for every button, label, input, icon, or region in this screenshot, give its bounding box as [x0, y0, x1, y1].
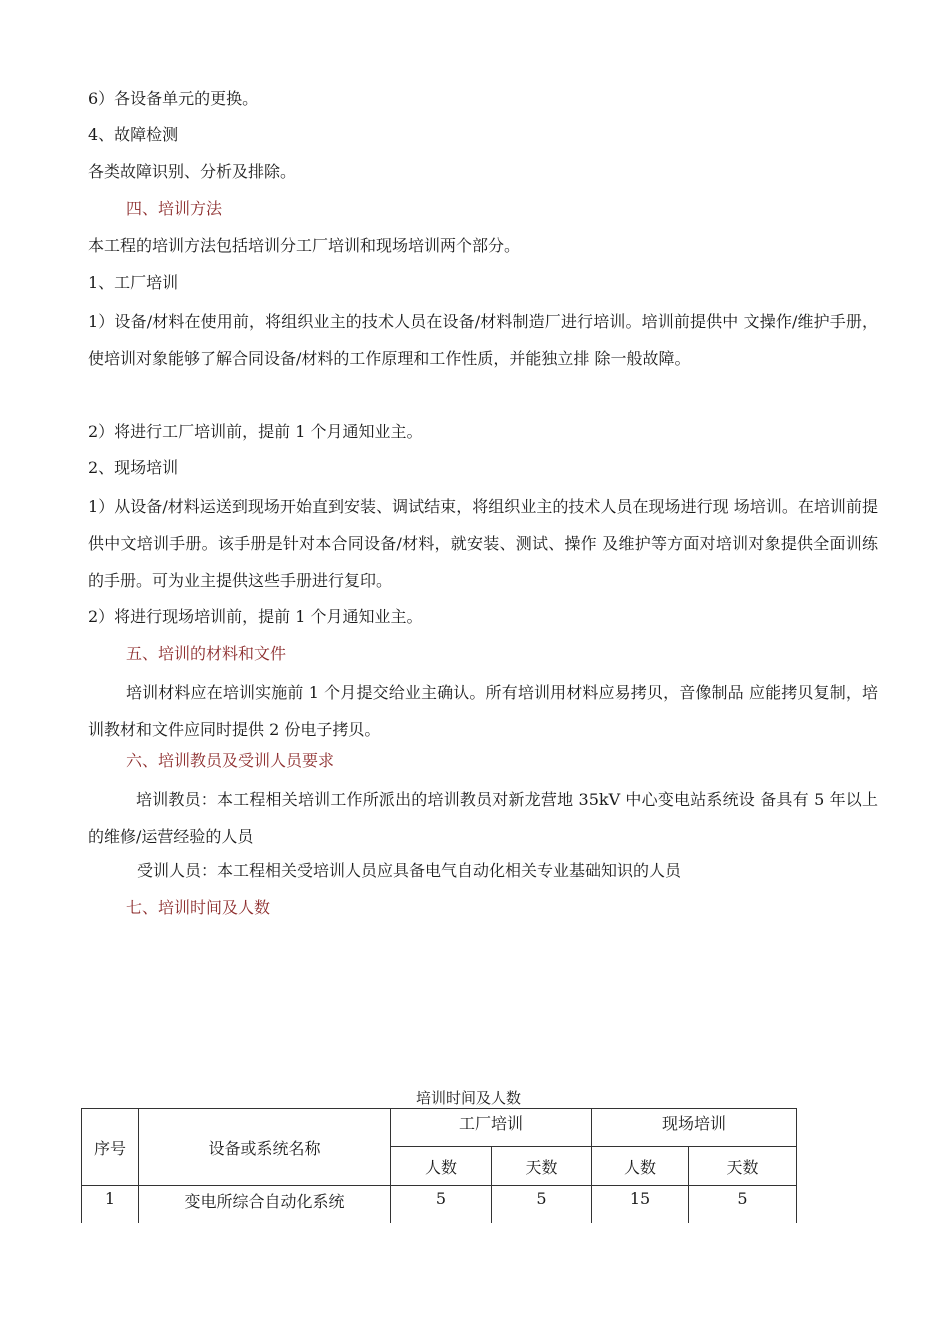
section-fault-detection: 4、故障检测 — [88, 125, 179, 144]
heading-instructors: 六、培训教员及受训人员要求 — [126, 751, 335, 770]
paragraph-site-training-1: 1）从设备/材料运送到现场开始直到安装、调试结束，将组织业主的技术人员在现场进行现 场培训。在培训前提供中文培训手册。该手册是针对本合同设备/材料，就安装、测试、操作 及维护等方面对培训对象提供全面训练的手册。可为业主提供这些手册进行复印。 — [88, 497, 878, 590]
header-factory-days: 天数 — [492, 1147, 592, 1186]
paragraph-item-6: 6）各设备单元的更换。 — [88, 89, 259, 108]
heading-materials: 五、培训的材料和文件 — [126, 644, 287, 663]
table-row — [82, 1186, 797, 1223]
paragraph-fault-detection: 各类故障识别、分析及排除。 — [88, 162, 297, 181]
header-seq: 序号 — [82, 1109, 139, 1186]
section-site-training: 2、现场培训 — [88, 458, 179, 477]
paragraph-materials: 培训材料应在培训实施前 1 个月提交给业主确认。所有培训用材料应易拷贝，音像制品 应能拷贝复制，培训教材和文件应同时提供 2 份电子拷贝。 — [88, 683, 878, 739]
header-site-training: 现场培训 — [592, 1109, 797, 1147]
paragraph-instructors: 培训教员：本工程相关培训工作所派出的培训教员对新龙营地 35kV 中心变电站系统设 备具有 5 年以上的维修/运营经验的人员 — [88, 790, 878, 846]
cell-site-days: 5 — [689, 1186, 797, 1223]
paragraph-factory-training-2: 2）将进行工厂培训前，提前 1 个月通知业主。 — [88, 422, 423, 441]
paragraph-trainees: 受训人员：本工程相关受培训人员应具备电气自动化相关专业基础知识的人员 — [137, 861, 682, 880]
cell-name: 变电所综合自动化系统 — [139, 1186, 391, 1223]
paragraph-training-method: 本工程的培训方法包括培训分工厂培训和现场培训两个部分。 — [88, 236, 521, 255]
header-site-days: 天数 — [689, 1147, 797, 1186]
cell-site-people: 15 — [592, 1186, 689, 1223]
heading-schedule: 七、培训时间及人数 — [126, 898, 271, 917]
header-site-people: 人数 — [592, 1147, 689, 1186]
header-factory-people: 人数 — [391, 1147, 492, 1186]
cell-factory-people: 5 — [391, 1186, 492, 1223]
heading-training-method: 四、培训方法 — [126, 199, 223, 218]
paragraph-site-training-2: 2）将进行现场培训前，提前 1 个月通知业主。 — [88, 607, 423, 626]
table-caption: 培训时间及人数 — [415, 1089, 521, 1107]
header-name: 设备或系统名称 — [139, 1109, 391, 1186]
section-factory-training: 1、工厂培训 — [88, 273, 179, 292]
paragraph-factory-training-1: 1）设备/材料在使用前，将组织业主的技术人员在设备/材料制造厂进行培训。培训前提供中 文操作/维护手册，使培训对象能够了解合同设备/材料的工作原理和工作性质，并能独立排 除一般故障。 — [88, 312, 878, 368]
cell-seq: 1 — [82, 1186, 139, 1223]
header-factory-training: 工厂培训 — [391, 1109, 592, 1147]
training-schedule-table — [81, 1108, 797, 1223]
cell-factory-days: 5 — [492, 1186, 592, 1223]
